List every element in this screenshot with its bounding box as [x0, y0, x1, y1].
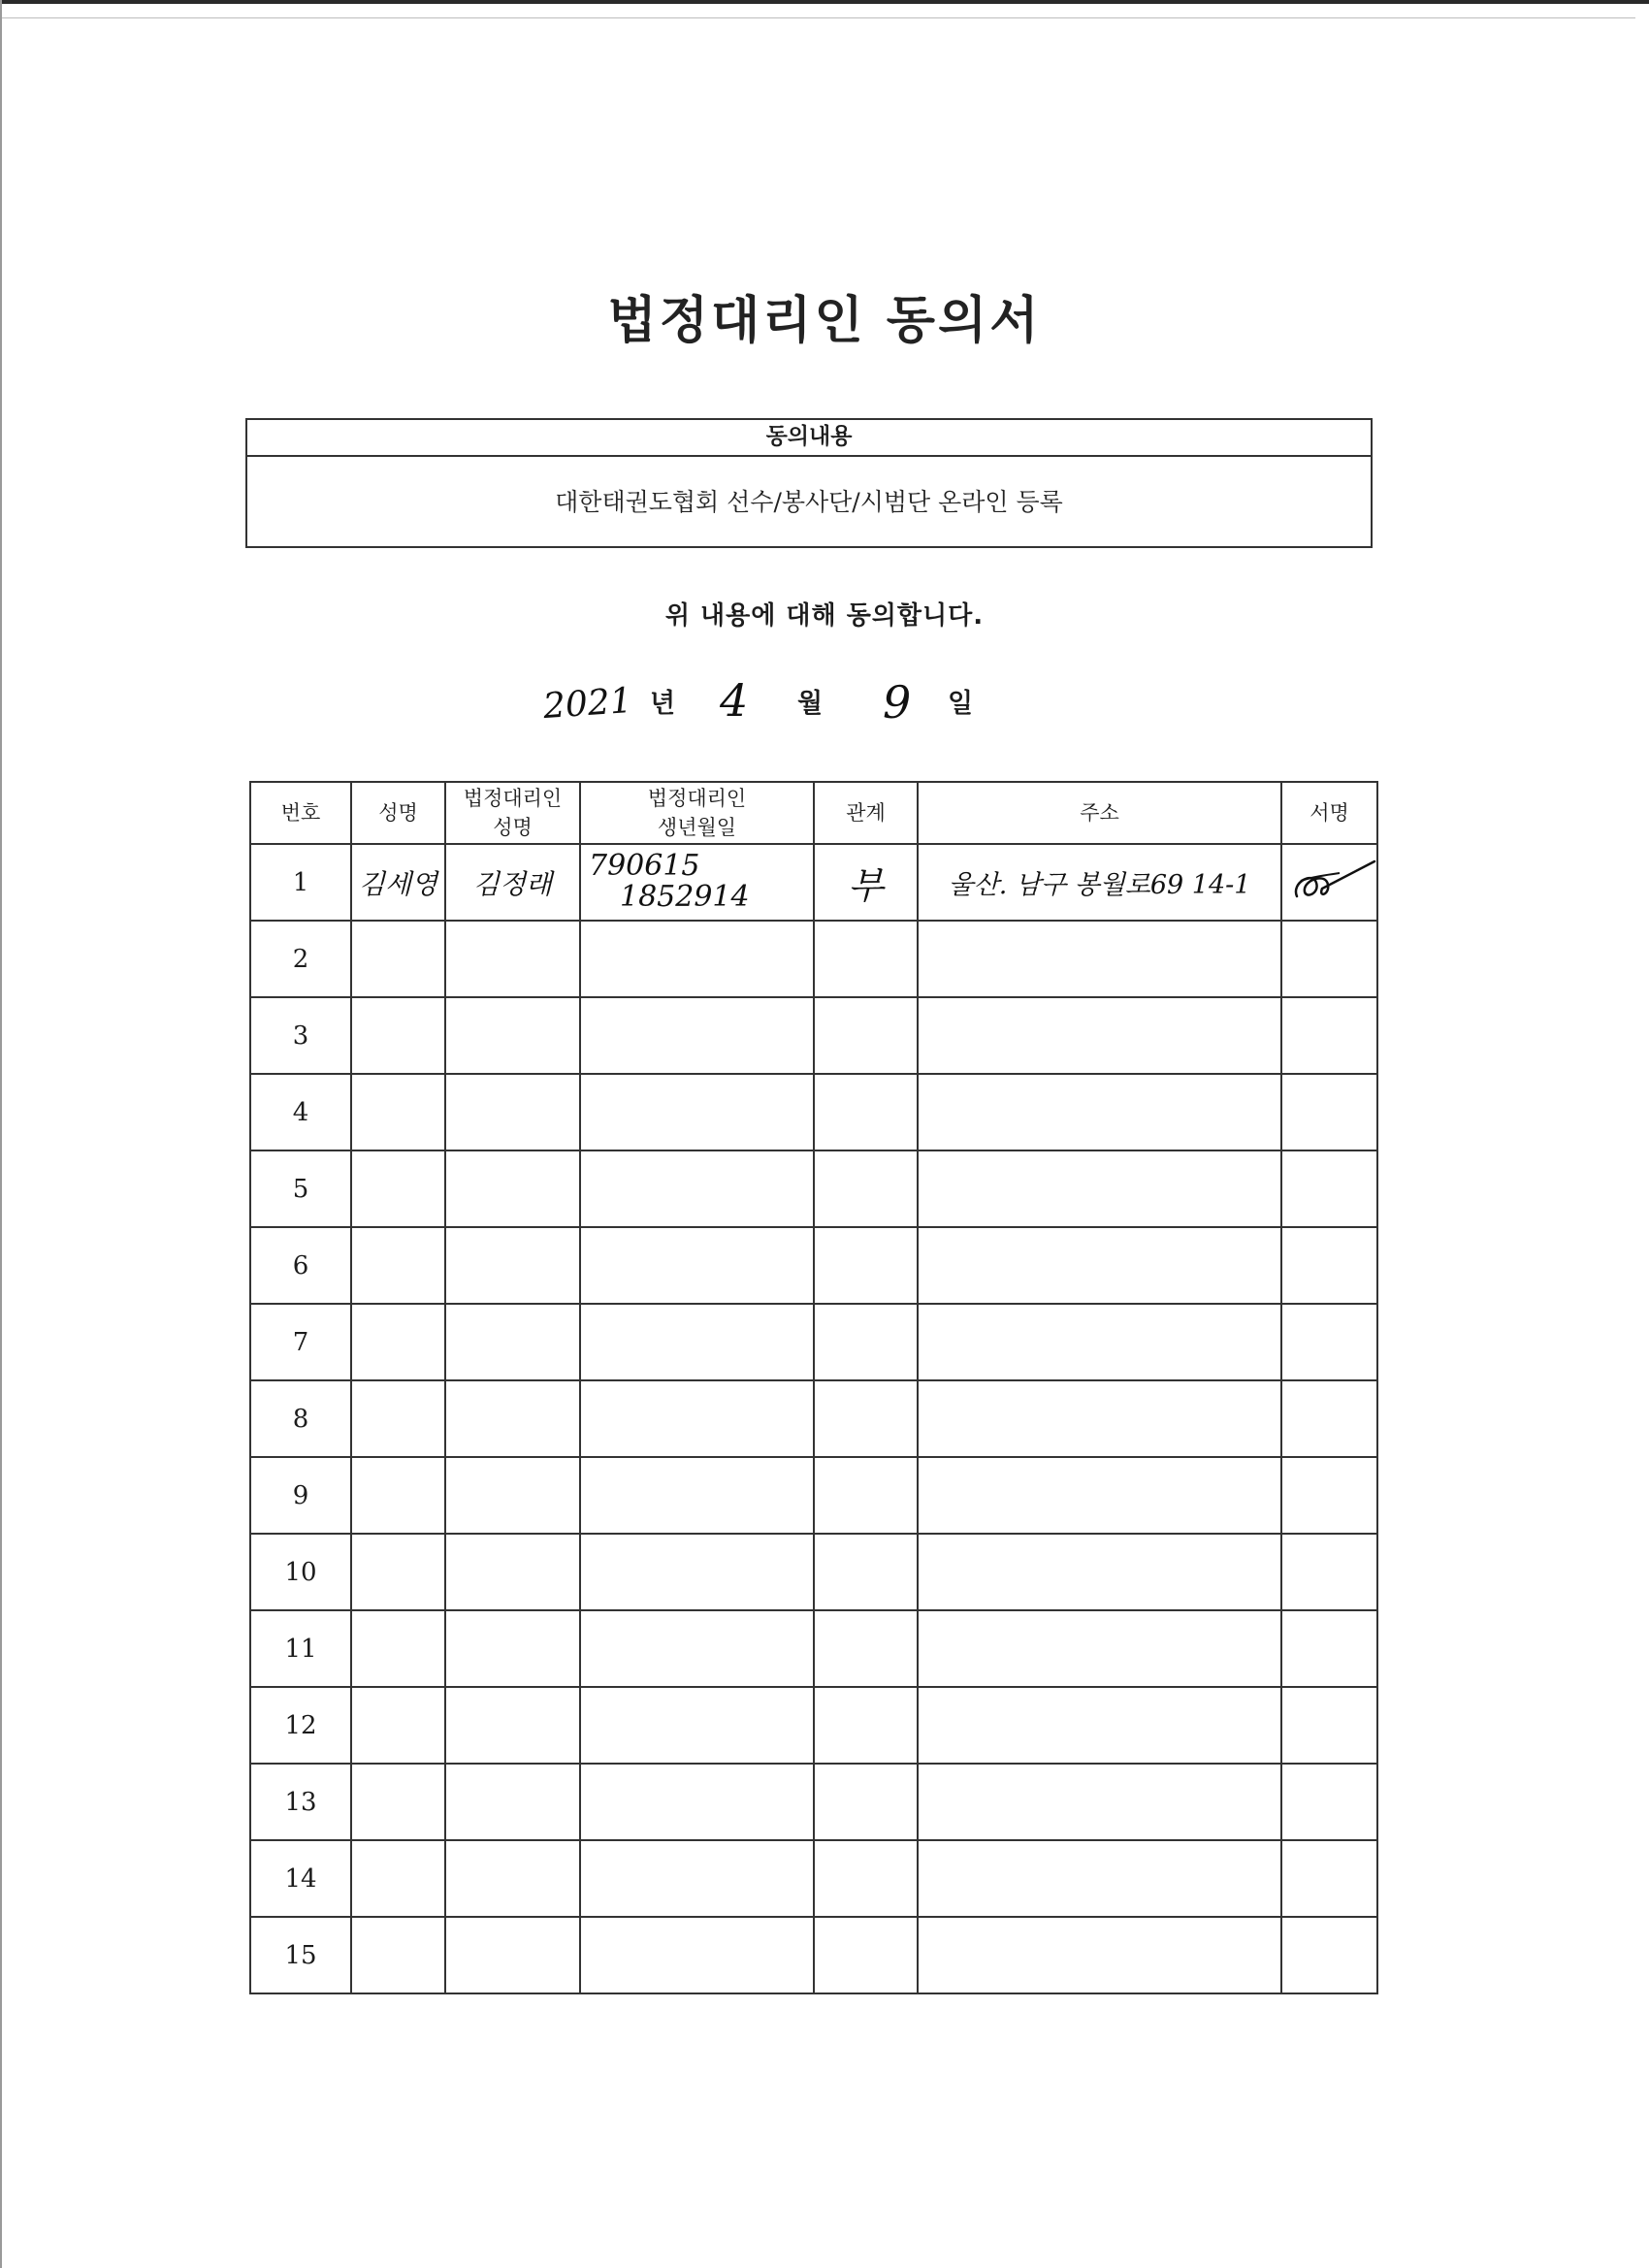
date-row — [0, 674, 1649, 742]
cell-address-handwritten — [918, 844, 1281, 921]
table-row — [250, 1687, 1377, 1764]
table-row — [250, 1457, 1377, 1534]
cell-empty — [814, 1150, 918, 1227]
cell-empty — [445, 1687, 580, 1764]
handwritten-address: 울산. 남구 봉월로69 14-1 — [948, 870, 1251, 900]
consent-box — [245, 418, 1373, 548]
cell-empty — [1281, 1304, 1377, 1380]
cell-empty — [580, 1150, 814, 1227]
table-row — [250, 1150, 1377, 1227]
cell-empty — [351, 1074, 445, 1150]
cell-empty — [1281, 997, 1377, 1074]
cell-signature — [1281, 844, 1377, 921]
cell-empty — [351, 1304, 445, 1380]
cell-name-handwritten — [351, 844, 445, 921]
cell-empty — [814, 1534, 918, 1610]
cell-empty — [918, 1457, 1281, 1534]
table-row — [250, 921, 1377, 997]
cell-empty — [580, 1457, 814, 1534]
cell-number: 9 — [250, 1457, 351, 1534]
table-row — [250, 1840, 1377, 1917]
date-month-label: 월 — [797, 689, 824, 719]
cell-empty — [580, 1227, 814, 1304]
cell-empty — [445, 1304, 580, 1380]
cell-empty — [918, 1610, 1281, 1687]
cell-number: 1 — [250, 844, 351, 921]
cell-empty — [814, 1380, 918, 1457]
cell-empty — [1281, 1534, 1377, 1610]
header-number: 번호 — [250, 782, 351, 844]
cell-empty — [445, 1610, 580, 1687]
cell-empty — [918, 997, 1281, 1074]
header-relation: 관계 — [814, 782, 918, 844]
cell-empty — [1281, 1764, 1377, 1840]
table-row — [250, 1227, 1377, 1304]
cell-empty — [351, 1687, 445, 1764]
scan-line — [0, 17, 1635, 18]
cell-empty — [918, 1917, 1281, 1993]
cell-empty — [580, 1304, 814, 1380]
cell-empty — [814, 1227, 918, 1304]
cell-empty — [351, 1227, 445, 1304]
table-row — [250, 844, 1377, 921]
table-row — [250, 1074, 1377, 1150]
cell-relation-handwritten — [814, 844, 918, 921]
cell-empty — [580, 1074, 814, 1150]
consent-heading: 동의내용 — [247, 420, 1371, 457]
cell-empty — [814, 1457, 918, 1534]
cell-empty — [445, 1764, 580, 1840]
cell-number: 14 — [250, 1840, 351, 1917]
scan-edge — [0, 0, 1649, 4]
agreement-statement: 위 내용에 대해 동의합니다. — [664, 601, 985, 631]
cell-empty — [445, 921, 580, 997]
handwritten-birth-line2: 1852914 — [620, 879, 750, 914]
cell-empty — [918, 1380, 1281, 1457]
cell-empty — [814, 1687, 918, 1764]
cell-empty — [1281, 1840, 1377, 1917]
cell-empty — [445, 1150, 580, 1227]
cell-empty — [814, 1764, 918, 1840]
cell-empty — [580, 1840, 814, 1917]
cell-empty — [351, 1840, 445, 1917]
cell-empty — [445, 1074, 580, 1150]
cell-empty — [814, 1840, 918, 1917]
date-month-handwritten: 4 — [720, 674, 749, 727]
cell-empty — [580, 1764, 814, 1840]
cell-empty — [1281, 1150, 1377, 1227]
cell-empty — [351, 997, 445, 1074]
cell-empty — [918, 1687, 1281, 1764]
cell-empty — [814, 1610, 918, 1687]
cell-number: 13 — [250, 1764, 351, 1840]
cell-rep-name-handwritten — [445, 844, 580, 921]
cell-empty — [918, 1304, 1281, 1380]
cell-empty — [1281, 1610, 1377, 1687]
cell-empty — [351, 1380, 445, 1457]
cell-empty — [445, 1227, 580, 1304]
date-year-label: 년 — [650, 689, 676, 719]
cell-empty — [580, 1534, 814, 1610]
header-signature: 서명 — [1281, 782, 1377, 844]
cell-empty — [351, 1150, 445, 1227]
cell-number: 3 — [250, 997, 351, 1074]
handwritten-birth-line1: 790615 — [589, 848, 700, 883]
cell-number: 5 — [250, 1150, 351, 1227]
cell-number: 7 — [250, 1304, 351, 1380]
cell-empty — [814, 1917, 918, 1993]
cell-empty — [445, 1917, 580, 1993]
cell-empty — [351, 1917, 445, 1993]
cell-empty — [580, 997, 814, 1074]
cell-empty — [580, 1380, 814, 1457]
cell-empty — [918, 1074, 1281, 1150]
cell-empty — [1281, 1687, 1377, 1764]
cell-empty — [918, 1840, 1281, 1917]
handwritten-name: 김세영 — [358, 867, 438, 900]
cell-empty — [918, 1150, 1281, 1227]
header-rep-name: 법정대리인 성명 — [445, 782, 580, 844]
cell-empty — [1281, 1227, 1377, 1304]
cell-number: 4 — [250, 1074, 351, 1150]
cell-empty — [351, 1764, 445, 1840]
date-day-handwritten: 9 — [883, 676, 912, 729]
cell-empty — [580, 1610, 814, 1687]
cell-empty — [445, 997, 580, 1074]
table-row — [250, 1380, 1377, 1457]
cell-number: 2 — [250, 921, 351, 997]
cell-empty — [814, 1074, 918, 1150]
cell-empty — [814, 921, 918, 997]
cell-empty — [918, 1764, 1281, 1840]
table-row — [250, 1917, 1377, 1993]
table-row — [250, 1304, 1377, 1380]
table-header-row — [250, 782, 1377, 844]
table-row — [250, 1764, 1377, 1840]
cell-number: 12 — [250, 1687, 351, 1764]
cell-rep-birth-handwritten — [580, 844, 814, 921]
cell-empty — [445, 1380, 580, 1457]
registration-table — [249, 781, 1378, 1994]
cell-empty — [814, 1304, 918, 1380]
cell-empty — [445, 1840, 580, 1917]
table-row — [250, 1534, 1377, 1610]
cell-number: 8 — [250, 1380, 351, 1457]
header-name: 성명 — [351, 782, 445, 844]
cell-empty — [580, 1917, 814, 1993]
cell-empty — [918, 921, 1281, 997]
date-year-handwritten: 2021 — [541, 680, 633, 728]
cell-empty — [445, 1457, 580, 1534]
header-rep-birth: 법정대리인 생년월일 — [580, 782, 814, 844]
table-row — [250, 997, 1377, 1074]
cell-number: 11 — [250, 1610, 351, 1687]
cell-empty — [351, 1534, 445, 1610]
handwritten-rep-name: 김정래 — [472, 867, 553, 900]
cell-number: 10 — [250, 1534, 351, 1610]
table-row — [250, 1610, 1377, 1687]
cell-number: 6 — [250, 1227, 351, 1304]
consent-body: 대한태권도협회 선수/봉사단/시범단 온라인 등록 — [555, 488, 1063, 516]
cell-empty — [1281, 1917, 1377, 1993]
cell-empty — [351, 1610, 445, 1687]
cell-empty — [351, 921, 445, 997]
cell-empty — [1281, 1457, 1377, 1534]
handwritten-relation: 부 — [848, 864, 884, 907]
cell-empty — [1281, 1074, 1377, 1150]
cell-empty — [351, 1457, 445, 1534]
cell-empty — [1281, 1380, 1377, 1457]
header-address: 주소 — [918, 782, 1281, 844]
cell-empty — [580, 921, 814, 997]
cell-number: 15 — [250, 1917, 351, 1993]
cell-empty — [1281, 921, 1377, 997]
handwritten-signature — [1283, 854, 1376, 912]
cell-empty — [918, 1227, 1281, 1304]
cell-empty — [918, 1534, 1281, 1610]
cell-empty — [445, 1534, 580, 1610]
cell-empty — [814, 997, 918, 1074]
date-day-label: 일 — [948, 689, 974, 719]
document-title: 법정대리인 동의서 — [607, 292, 1042, 350]
cell-empty — [580, 1687, 814, 1764]
